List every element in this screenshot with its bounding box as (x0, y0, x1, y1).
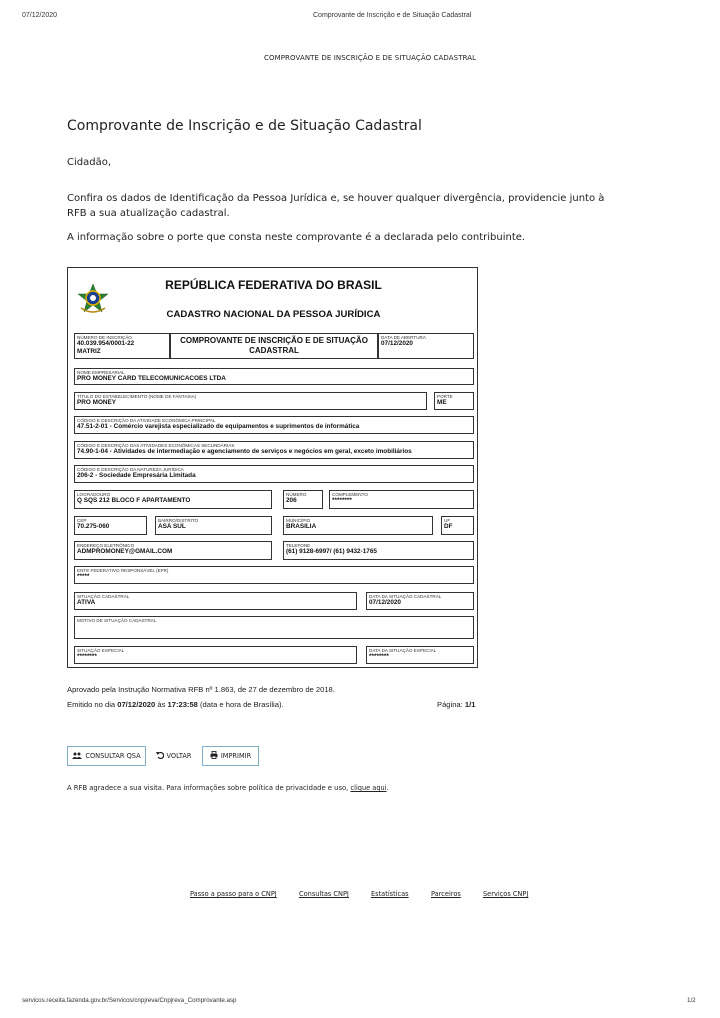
numero-box (283, 490, 323, 509)
efr-label: ENTE FEDERATIVO RESPONSÁVEL (EFR) (77, 568, 169, 573)
complemento-box (329, 490, 474, 509)
natureza-box (74, 465, 474, 483)
efr-box (74, 566, 474, 584)
uf-value: DF (444, 523, 453, 530)
print-date: 07/12/2020 (22, 12, 58, 19)
footer-link-passo[interactable]: Passo a passo para o CNPJ (190, 890, 277, 898)
thanks-body: A RFB agradece a sua visita. Para informações sobre política de privacidade e uso, (67, 784, 351, 792)
especial-box (74, 646, 357, 664)
footer-link-servicos[interactable]: Serviços CNPJ (483, 890, 529, 898)
comprovante-title: COMPROVANTE DE INSCRIÇÃO E DE SITUAÇÃO CADASTRAL (180, 336, 368, 355)
users-icon (72, 752, 82, 761)
numero-value: 206 (286, 497, 297, 504)
print-icon (210, 751, 218, 761)
email-box (74, 541, 272, 560)
ativ-secundaria-label: CÓDIGO E DESCRIÇÃO DAS ATIVIDADES ECONÔMICAS SECUNDÁRIAS (77, 443, 235, 448)
data-situacao-box (366, 592, 474, 610)
municipio-label: MUNICÍPIO (286, 518, 311, 523)
site-header-title: COMPROVANTE DE INSCRIÇÃO E DE SITUAÇÃO CADASTRAL (264, 54, 477, 62)
bairro-value: ASA SUL (158, 523, 186, 530)
uf-label: UF (444, 518, 451, 523)
complemento-value: ******** (332, 497, 352, 504)
comprovante-box (170, 333, 378, 359)
municipio-value: BRASILIA (286, 523, 317, 530)
data-situacao-value: 07/12/2020 (369, 599, 401, 606)
greeting: Cidadão, (67, 157, 112, 168)
especial-value: ******** (77, 653, 97, 660)
consultar-qsa-button[interactable] (67, 746, 146, 766)
situacao-value: ATIVA (77, 599, 96, 606)
motivo-label: MOTIVO DE SITUAÇÃO CADASTRAL (77, 618, 157, 623)
logradouro-label: LOGRADOURO (77, 492, 111, 497)
voltar-label: VOLTAR (166, 752, 192, 760)
nome-value: PRO MONEY CARD TELECOMUNICACOES LTDA (77, 375, 226, 382)
page-label: Página: (437, 700, 465, 709)
email-label: ENDEREÇO ELETRÔNICO (77, 543, 135, 548)
cep-label: CEP (77, 518, 87, 523)
logradouro-box (74, 490, 272, 509)
cep-box (74, 516, 147, 535)
fantasia-label: TÍTULO DO ESTABELECIMENTO (NOME DE FANTASIA) (77, 394, 197, 399)
print-url: servicos.receita.fazenda.gov.br/Servicos/cnpjreva/Cnpjreva_Comprovante.asp (22, 997, 237, 1004)
undo-icon (156, 751, 164, 761)
abertura-value: 07/12/2020 (381, 340, 413, 347)
efr-value: ***** (77, 573, 90, 580)
municipio-box (283, 516, 433, 535)
emitted-time: 17:23:58 (167, 700, 198, 709)
data-especial-label: DATA DA SITUAÇÃO ESPECIAL (369, 648, 437, 653)
numero-label: NÚMERO (286, 492, 307, 497)
email-value: ADMPROMONEY@GMAIL.COM (77, 548, 173, 555)
print-title: Comprovante de Inscrição e de Situação Cadastral (313, 12, 472, 19)
nome-label: NOME EMPRESARIAL (77, 370, 125, 375)
porte-value: ME (437, 399, 447, 406)
situacao-label: SITUAÇÃO CADASTRAL (77, 594, 130, 599)
abertura-label: DATA DE ABERTURA (381, 335, 426, 340)
page-value: 1/1 (464, 700, 476, 709)
telefone-value: (61) 9128-6997/ (61) 9432-1765 (286, 548, 377, 555)
ativ-principal-value: 47.51-2-01 - Comércio varejista especializado de equipamentos e suprimentos de informática (77, 423, 360, 430)
approval-text: Aprovado pela Instrução Normativa RFB nº 1.863, de 27 de dezembro de 2018. (67, 685, 335, 694)
fantasia-box (74, 392, 427, 410)
especial-label: SITUAÇÃO ESPECIAL (77, 648, 125, 653)
imprimir-button[interactable] (202, 746, 259, 766)
page-title: Comprovante de Inscrição e de Situação Cadastral (67, 118, 422, 134)
natureza-value: 206-2 - Sociedade Empresária Limitada (77, 472, 196, 479)
uf-box (441, 516, 474, 535)
cep-value: 70.275-060 (77, 523, 110, 530)
ativ-secundaria-value: 74.90-1-04 - Atividades de intermediação e agenciamento de serviços e negócios em geral, exceto imobiliários (77, 448, 412, 455)
footer-link-consultas[interactable]: Consultas CNPJ (299, 890, 349, 898)
logradouro-value: Q SQS 212 BLOCO F APARTAMENTO (77, 497, 191, 504)
porte-note: A informação sobre o porte que consta neste comprovante é a declarada pelo contribuinte. (67, 232, 526, 243)
data-especial-box (366, 646, 474, 664)
bairro-label: BAIRRO/DISTRITO (158, 518, 199, 523)
emitted-prefix: Emitido no dia (67, 700, 118, 709)
emitted-date: 07/12/2020 (117, 700, 156, 709)
consultar-qsa-label: CONSULTAR QSA (85, 752, 141, 760)
telefone-box (283, 541, 474, 560)
fantasia-value: PRO MONEY (77, 399, 117, 406)
data-especial-value: ******** (369, 653, 389, 660)
thanks-end: . (386, 784, 389, 792)
footer-link-estatisticas[interactable]: Estatísticas (371, 890, 409, 898)
inscricao-box (74, 333, 170, 359)
republica-title: REPÚBLICA FEDERATIVA DO BRASIL (165, 278, 382, 292)
situacao-box (74, 592, 357, 610)
page-indicator (437, 700, 475, 709)
emitted-suffix: (data e hora de Brasília). (197, 700, 284, 709)
imprimir-label: IMPRIMIR (220, 752, 252, 760)
porte-box (434, 392, 474, 410)
data-situacao-label: DATA DA SITUAÇÃO CADASTRAL (369, 594, 442, 599)
emitted-text (67, 700, 284, 709)
ativ-principal-box (74, 416, 474, 434)
thanks-text (67, 784, 389, 792)
ativ-secundaria-box (74, 441, 474, 459)
intro-text: Confira os dados de Identificação da Pessoa Jurídica e, se houver qualquer divergência, providencie junto à RFB a sua atualização cadastral. (67, 193, 605, 219)
print-page: 1/2 (687, 997, 696, 1004)
inscricao-value: 40.039.954/0001-22 (77, 340, 135, 347)
porte-label: PORTE (437, 394, 453, 399)
privacy-link[interactable]: clique aqui (350, 784, 387, 792)
cnpj-card (67, 267, 478, 668)
footer-link-parceiros[interactable]: Parceiros (431, 890, 461, 898)
cadastro-title: CADASTRO NACIONAL DA PESSOA JURÍDICA (166, 309, 381, 320)
inscricao-label: NÚMERO DE INSCRIÇÃO (77, 335, 132, 340)
matriz-value: MATRIZ (77, 348, 101, 355)
telefone-label: TELEFONE (286, 543, 311, 548)
bairro-box (155, 516, 272, 535)
abertura-box (378, 333, 474, 359)
complemento-label: COMPLEMENTO (332, 492, 368, 497)
emitted-mid: às (155, 700, 168, 709)
natureza-label: CÓDIGO E DESCRIÇÃO DA NATUREZA JURÍDICA (77, 467, 184, 472)
motivo-box (74, 616, 474, 639)
voltar-button[interactable] (152, 746, 195, 766)
ativ-principal-label: CÓDIGO E DESCRIÇÃO DA ATIVIDADE ECONÔMICA PRINCIPAL (77, 418, 216, 423)
nome-box (74, 368, 474, 385)
